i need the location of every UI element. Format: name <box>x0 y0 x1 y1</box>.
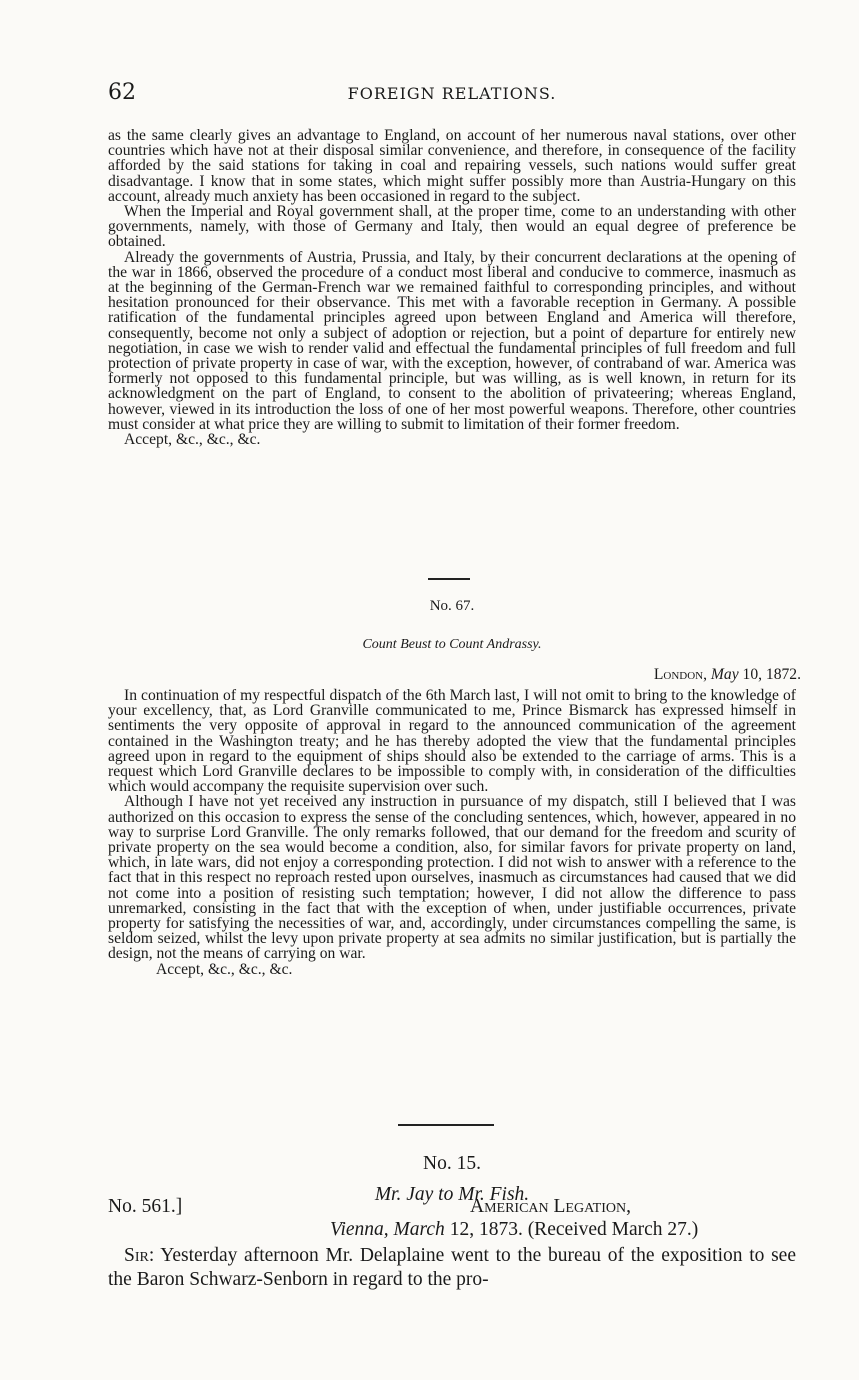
document-number: No. 15. <box>423 1153 481 1174</box>
page-header <box>108 80 796 110</box>
legation-heading: American Legation, <box>470 1196 631 1217</box>
salutation: Sir: <box>124 1245 155 1266</box>
paragraph: Although I have not yet received any instruction in pursuance of my dispatch, still I believed that I was authorized on this occasion to express the sense of the concluding sentences, which, however, appeared in no way to surprise Lord Granville. The only remarks followed, that our demand for the freedom and scurity of private property on the sea would become a condition, also, for similar favors for private property on land, which, in late wars, did not enjoy a corresponding protection. I did not wish to answer with a reference to the fact that in this respect no reproach rested upon ourselves, inasmuch as circumstances had caused that we did not come into a position of resisting such temptation; however, I did not allow the difference to pass unremarked, consisting in the fact that with the exception of when, under justifiable occurrences, private property for satisfying the necessities of war, and, accordingly, under circumstances compelling the same, is seldom seized, whilst the levy upon private property at sea admits no similar justification, but is partially the design, not the means of carrying on war. <box>108 793 796 963</box>
section-continuation <box>108 128 796 447</box>
section-divider <box>398 1124 494 1126</box>
page-number: 62 <box>108 80 136 105</box>
legation-place: Vienna, March <box>330 1219 445 1240</box>
running-title: FOREIGN RELATIONS. <box>347 84 557 103</box>
paragraph: as the same clearly gives an advantage to England, on account of her numerous naval stations, over other countries which have not at their disposal similar convenience, and therefore, in consequence of the facility afforded by the said stations for taking in coal and repairing vessels, such nations would suffer great disadvantage. I know that in some states, which might suffer possibly more than Austria-Hungary on this account, already much anxiety has been occasioned in regard to the subject. <box>108 127 796 205</box>
dateline-date: 10, 1872. <box>738 666 801 683</box>
section-divider <box>428 578 470 580</box>
document-15-body <box>108 1244 796 1292</box>
legation-dateline <box>330 1219 698 1241</box>
letter-number: No. 561.] <box>108 1196 183 1217</box>
document-number: No. 67. <box>429 598 475 614</box>
document-title: Mr. Jay to Mr. Fish. <box>374 1184 530 1205</box>
dateline-place: London, <box>653 666 707 683</box>
paragraph: When the Imperial and Royal government shall, at the proper time, come to an understanding with other governments, namely, with those of Germany and Italy, then would an equal degree of preference be obtained. <box>108 203 796 251</box>
paragraph-text: Yesterday afternoon Mr. Delaplaine went to the bureau of the exposition to see the Baron Schwarz-Senborn in regard to the pro- <box>108 1245 796 1290</box>
document-67-body <box>108 688 796 977</box>
paragraph: In continuation of my respectful dispatch of the 6th March last, I will not omit to bring to the knowledge of your excellency, that, as Lord Granville communicated to me, Prince Bismarck has expressed himself in sentiments the very opposite of approval in regard to the announced communication of the agreement contained in the Washington treaty; and he has thereby adopted the view that the fundamental principles agreed upon in regard to the equipment of ships should also be extended to the carriage of arms. This is a request which Lord Granville declares to be impossible to comply with, in consideration of the difficulties which would accompany the requisite supervision over such. <box>108 687 796 796</box>
closing: Accept, &c., &c., &c. <box>156 960 293 978</box>
dateline <box>654 666 801 684</box>
legation-date: 12, 1873. (Received March 27.) <box>444 1219 699 1240</box>
closing: Accept, &c., &c., &c. <box>124 431 261 449</box>
paragraph <box>108 1244 796 1292</box>
document-title: Count Beust to Count Andrassy. <box>362 637 542 652</box>
paragraph: Already the governments of Austria, Prussia, and Italy, by their concurrent declarations at the opening of the war in 1866, observed the procedure of a conduct most liberal and conducive to commerce, inasmuch as at the beginning of the German-French war we remained faithful to corresponding principles, and without hesitation pronounced for their observance. This met with a favorable reception in Germany. A possible ratification of the fundamental principles agreed upon between England and America will therefore, consequently, become not only a subject of adoption or rejection, but a point of departure for entirely new negotiation, in case we wish to render valid and effectual the fundamental principles of full freedom and full protection of private property in case of war, with the exception, however, of contraband of war. America was formerly not opposed to this fundamental principle, but was willing, as is well known, in return for its acknowledgment on the part of England, to consent to the abolition of privateering; whereas England, however, viewed in its introduction the loss of one of her most powerful weapons. Therefore, other countries must consider at what price they are willing to submit to limitation of their former freedom. <box>108 248 796 433</box>
dateline-month: May <box>710 666 739 683</box>
